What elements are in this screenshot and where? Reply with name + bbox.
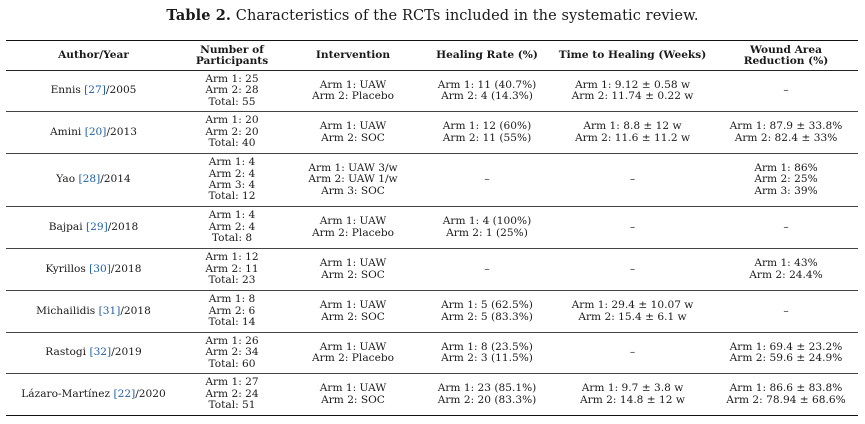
cell-line: Arm 2: 14.8 ± 12 w xyxy=(580,393,685,406)
cell-line: Arm 3: 39% xyxy=(754,184,818,197)
table-row xyxy=(6,333,858,374)
author-name: Bajpai xyxy=(48,220,86,233)
cell-line: Arm 2: 5 (83.3%) xyxy=(441,310,533,323)
cell-line: Arm 3: SOC xyxy=(321,184,385,197)
col-participants-header xyxy=(181,41,283,71)
time-to-healing-cell xyxy=(551,374,714,416)
time-to-healing-cell xyxy=(551,291,714,333)
publication-year: /2018 xyxy=(120,304,151,317)
table-row xyxy=(6,154,858,207)
cell-line: Arm 1: 23 (85.1%) xyxy=(437,382,537,395)
cell-line: – xyxy=(629,346,636,359)
cell-line: Arm 1: 86.6 ± 83.8% xyxy=(729,382,843,395)
cell-line: Total: 51 xyxy=(208,399,256,412)
author-name: Yao xyxy=(56,173,79,186)
healing-rate-cell xyxy=(423,154,551,207)
cell-line: Arm 2: 24 xyxy=(205,387,259,400)
cell-line: Arm 1: 25 xyxy=(205,72,259,85)
cell-line: Arm 3: 4 xyxy=(208,179,256,191)
header-text: Time to Healing (Weeks) xyxy=(558,49,707,61)
cell-line: Arm 1: 8 xyxy=(208,293,256,306)
cell-line: Arm 2: 4 xyxy=(208,167,256,180)
cell-line: Arm 2: 82.4 ± 33% xyxy=(734,131,838,144)
time-to-healing-cell xyxy=(551,112,714,154)
cell-line: – xyxy=(629,220,636,233)
author-year-cell xyxy=(6,112,181,154)
participants-cell xyxy=(181,291,283,333)
healing-rate-cell xyxy=(423,71,551,112)
cell-line: – xyxy=(629,173,636,186)
col-wound-area-header xyxy=(714,41,858,71)
intervention-cell xyxy=(283,249,423,291)
cell-line: Arm 2: 20 (83.3%) xyxy=(437,393,537,406)
cell-line: Arm 1: 11 (40.7%) xyxy=(437,78,537,91)
citation-link[interactable]: [32] xyxy=(89,346,112,359)
cell-line: Arm 1: 9.12 ± 0.58 w xyxy=(574,78,691,91)
cell-line: Arm 2: 11.6 ± 11.2 w xyxy=(574,131,691,144)
participants-cell xyxy=(181,71,283,112)
publication-year: /2020 xyxy=(135,387,166,400)
wound-area-cell xyxy=(714,207,858,249)
cell-line: Arm 2: 11 xyxy=(205,262,259,275)
time-to-healing-cell xyxy=(551,333,714,374)
cell-line: Arm 1: 87.9 ± 33.8% xyxy=(729,120,843,133)
author-year-cell xyxy=(6,249,181,291)
cell-line: Arm 1: 29.4 ± 10.07 w xyxy=(571,299,694,312)
author-year-cell xyxy=(6,154,181,207)
header-text: Number of xyxy=(200,43,264,56)
intervention-cell xyxy=(283,207,423,249)
cell-line: Arm 2: SOC xyxy=(321,131,385,144)
cell-line: Total: 23 xyxy=(208,274,256,287)
wound-area-cell xyxy=(714,71,858,112)
cell-line: Arm 2: SOC xyxy=(321,310,385,323)
cell-line: Arm 2: 6 xyxy=(208,304,256,317)
cell-line: Arm 1: UAW xyxy=(319,215,387,228)
table-row xyxy=(6,291,858,333)
cell-line: Arm 1: 20 xyxy=(205,114,259,127)
publication-year: /2018 xyxy=(110,262,142,275)
publication-year: /2019 xyxy=(111,346,142,359)
caption-text: Characteristics of the RCTs included in the systematic review. xyxy=(231,8,699,24)
healing-rate-cell xyxy=(423,112,551,154)
time-to-healing-cell xyxy=(551,207,714,249)
cell-line: Arm 1: 9.7 ± 3.8 w xyxy=(581,382,684,395)
citation-link[interactable]: [30] xyxy=(89,262,111,275)
citation-link[interactable]: [27] xyxy=(84,84,106,97)
cell-line: Arm 1: 8.8 ± 12 w xyxy=(583,120,682,133)
cell-line: Arm 2: 11.74 ± 0.22 w xyxy=(571,90,694,102)
author-year-cell xyxy=(6,71,181,112)
cell-line: Arm 1: 27 xyxy=(205,376,259,389)
author-year-cell xyxy=(6,333,181,374)
intervention-cell xyxy=(283,374,423,416)
table-row xyxy=(6,112,858,154)
cell-line: Arm 2: SOC xyxy=(321,393,385,406)
cell-line: Arm 2: 4 (14.3%) xyxy=(441,90,533,102)
wound-area-cell xyxy=(714,154,858,207)
citation-link[interactable]: [20] xyxy=(84,125,107,138)
cell-line: Arm 1: 8 (23.5%) xyxy=(441,340,533,353)
table-row xyxy=(6,374,858,416)
wound-area-cell xyxy=(714,374,858,416)
cell-line: – xyxy=(484,173,490,186)
cell-line: – xyxy=(783,84,789,97)
cell-line: Arm 2: SOC xyxy=(321,268,385,281)
cell-line: Arm 1: 12 xyxy=(205,251,259,264)
cell-line: Total: 40 xyxy=(208,137,256,150)
header-text: Reduction (%) xyxy=(743,54,829,67)
author-name: Kyrillos xyxy=(45,262,90,275)
citation-link[interactable]: [22] xyxy=(113,387,136,400)
cell-line: Arm 1: UAW 3/w xyxy=(308,161,398,174)
cell-line: Arm 2: 28 xyxy=(205,84,259,97)
participants-cell xyxy=(181,333,283,374)
header-text: Wound Area xyxy=(749,43,822,56)
col-time-to-healing-header xyxy=(551,41,714,71)
author-year-cell xyxy=(6,374,181,416)
wound-area-cell xyxy=(714,333,858,374)
cell-line: Arm 1: 86% xyxy=(754,161,818,174)
cell-line: Total: 14 xyxy=(208,316,256,329)
participants-cell xyxy=(181,154,283,207)
healing-rate-cell xyxy=(423,207,551,249)
wound-area-cell xyxy=(714,112,858,154)
cell-line: Arm 1: UAW xyxy=(319,382,387,395)
author-name: Lázaro-Martínez xyxy=(21,387,114,400)
table-row xyxy=(6,249,858,291)
table-row xyxy=(6,71,858,112)
header-text: Intervention xyxy=(315,49,391,61)
cell-line: Arm 1: 4 (100%) xyxy=(442,215,532,228)
caption-label: Table 2. xyxy=(166,7,232,24)
cell-line: Arm 1: 4 xyxy=(208,209,256,222)
header-text: Author/Year xyxy=(58,49,129,61)
time-to-healing-cell xyxy=(551,71,714,112)
cell-line: Arm 1: 43% xyxy=(754,257,818,270)
author-name: Ennis xyxy=(50,84,85,97)
cell-line: Arm 2: 24.4% xyxy=(749,268,823,281)
wound-area-cell xyxy=(714,249,858,291)
cell-line: Arm 2: 11 (55%) xyxy=(442,131,532,144)
citation-link[interactable]: [28] xyxy=(78,173,101,186)
wound-area-cell xyxy=(714,291,858,333)
publication-year: /2013 xyxy=(106,125,137,138)
time-to-healing-cell xyxy=(551,249,714,291)
cell-line: Arm 2: 1 (25%) xyxy=(446,226,528,239)
cell-line: Arm 1: 12 (60%) xyxy=(442,120,532,133)
cell-line: Arm 2: Placebo xyxy=(312,352,394,364)
cell-line: Arm 2: 4 xyxy=(208,220,256,233)
participants-cell xyxy=(181,112,283,154)
cell-line: Arm 2: Placebo xyxy=(312,90,394,102)
header-row xyxy=(6,41,858,71)
header-text: Healing Rate (%) xyxy=(436,49,538,61)
rct-characteristics-table xyxy=(6,40,858,416)
cell-line: Arm 1: UAW xyxy=(319,340,387,353)
header-text: Participants xyxy=(195,54,269,67)
cell-line: Arm 2: UAW 1/w xyxy=(308,173,398,186)
publication-year: /2018 xyxy=(107,220,139,233)
table-header xyxy=(6,41,858,71)
healing-rate-cell xyxy=(423,374,551,416)
intervention-cell xyxy=(283,291,423,333)
healing-rate-cell xyxy=(423,333,551,374)
intervention-cell xyxy=(283,333,423,374)
citation-link[interactable]: [29] xyxy=(85,220,108,233)
intervention-cell xyxy=(283,154,423,207)
intervention-cell xyxy=(283,112,423,154)
cell-line: – xyxy=(629,262,636,275)
cell-line: Total: 8 xyxy=(211,232,253,245)
intervention-cell xyxy=(283,71,423,112)
citation-link[interactable]: [31] xyxy=(98,304,121,317)
author-name: Michailidis xyxy=(36,304,99,317)
publication-year: /2005 xyxy=(105,84,137,97)
participants-cell xyxy=(181,374,283,416)
table-row xyxy=(6,207,858,249)
cell-line: Arm 1: UAW xyxy=(319,120,387,133)
cell-line: Arm 2: 20 xyxy=(205,125,259,138)
healing-rate-cell xyxy=(423,291,551,333)
cell-line: – xyxy=(783,304,789,317)
cell-line: – xyxy=(783,220,789,233)
table-caption xyxy=(0,7,865,24)
cell-line: Arm 1: 69.4 ± 23.2% xyxy=(729,340,843,353)
time-to-healing-cell xyxy=(551,154,714,207)
author-name: Amini xyxy=(50,125,85,138)
participants-cell xyxy=(181,249,283,291)
cell-line: Arm 2: 25% xyxy=(754,173,818,186)
cell-line: Arm 2: 78.94 ± 68.6% xyxy=(726,393,846,406)
cell-line: – xyxy=(484,262,490,275)
cell-line: Arm 1: 26 xyxy=(205,334,259,347)
cell-line: Arm 1: UAW xyxy=(319,78,387,91)
author-name: Rastogi xyxy=(45,346,90,359)
cell-line: Arm 2: 34 xyxy=(205,346,259,359)
cell-line: Arm 1: UAW xyxy=(319,299,387,312)
col-author-year-header xyxy=(6,41,181,71)
cell-line: Total: 60 xyxy=(208,357,256,370)
participants-cell xyxy=(181,207,283,249)
cell-line: Arm 2: Placebo xyxy=(312,226,394,239)
author-year-cell xyxy=(6,291,181,333)
cell-line: Arm 2: 59.6 ± 24.9% xyxy=(729,352,843,364)
cell-line: Arm 1: UAW xyxy=(319,257,387,270)
col-healing-rate-header xyxy=(423,41,551,71)
cell-line: Arm 2: 15.4 ± 6.1 w xyxy=(578,310,687,323)
table-body xyxy=(6,71,858,416)
author-year-cell xyxy=(6,207,181,249)
col-intervention-header xyxy=(283,41,423,71)
healing-rate-cell xyxy=(423,249,551,291)
cell-line: Arm 1: 5 (62.5%) xyxy=(441,299,533,312)
publication-year: /2014 xyxy=(100,173,131,186)
cell-line: Total: 12 xyxy=(208,190,256,203)
cell-line: Arm 2: 3 (11.5%) xyxy=(441,352,533,364)
cell-line: Arm 1: 4 xyxy=(208,156,256,169)
cell-line: Total: 55 xyxy=(208,95,256,108)
